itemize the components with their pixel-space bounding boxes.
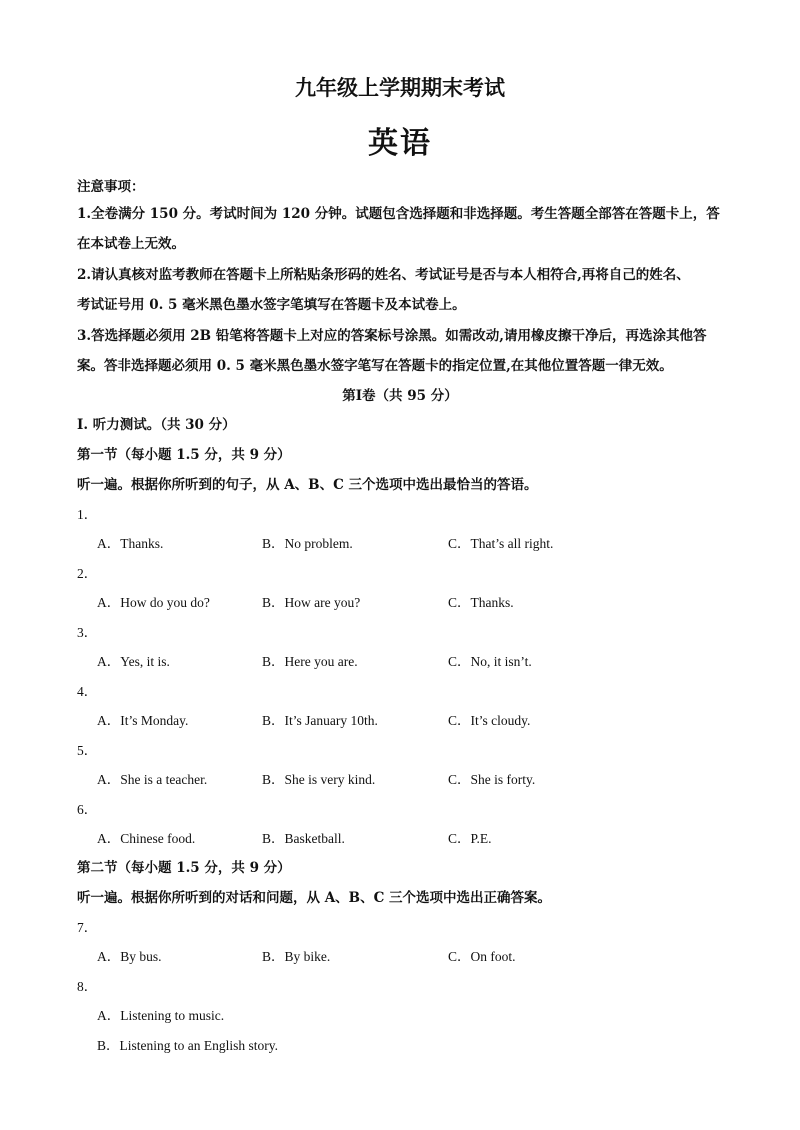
note-line-5: 3.答选择题必须用 2B 铅笔将答题卡上对应的答案标号涂黑。如需改动,请用橡皮擦干净后，再选涂其他答: [77, 328, 707, 344]
option-b: B．Here you are.: [262, 654, 358, 669]
option-c: C．It’s cloudy.: [448, 713, 531, 728]
option-b: B．It’s January 10th.: [262, 713, 378, 728]
question-number: 5．: [77, 743, 98, 758]
note-line-1: 1.全卷满分 150 分。考试时间为 120 分钟。试题包含选择题和非选择题。考生答题全部答在答题卡上，答: [77, 206, 720, 222]
option-c: C．No, it isn’t.: [448, 654, 532, 669]
note-line-3: 2.请认真核对监考教师在答题卡上所粘贴条形码的姓名、考试证号是否与本人相符合,再将自己的姓名、: [77, 267, 690, 283]
option-c: C．She is forty.: [448, 772, 536, 787]
section1-instructions: 听一遍。根据你所听到的句子，从 A、B、C 三个选项中选出最恰当的答语。: [77, 477, 538, 493]
option-c: C．That’s all right.: [448, 536, 554, 551]
option-b: B．Basketball.: [262, 831, 345, 846]
note-line-2: 在本试卷上无效。: [77, 236, 185, 252]
option-c: C．On foot.: [448, 949, 516, 964]
notes-heading: 注意事项：: [77, 179, 145, 195]
option-b: B．She is very kind.: [262, 772, 376, 787]
option-c: C．P.E.: [448, 831, 492, 846]
option-a: A．She is a teacher.: [97, 772, 208, 787]
section-heading: I. 听力测试。（共 30 分）: [77, 417, 236, 433]
option-a: A．Yes, it is.: [97, 654, 170, 669]
subject-title: 英语: [368, 126, 432, 161]
option-b: B．Listening to an English story.: [97, 1038, 278, 1053]
question-number: 2．: [77, 566, 98, 581]
note-line-4: 考试证号用 0. 5 毫米黑色墨水签字笔填写在答题卡及本试卷上。: [77, 297, 466, 313]
section2-title: 第二节（每小题 1.5 分，共 9 分）: [77, 860, 291, 876]
option-a: A．How do you do?: [97, 595, 210, 610]
exam-title: 九年级上学期期末考试: [295, 76, 505, 100]
option-a: A．It’s Monday.: [97, 713, 189, 728]
note-line-6: 案。答非选择题必须用 0. 5 毫米黑色墨水签字笔写在答题卡的指定位置,在其他位置答题一律无效。: [77, 358, 673, 374]
question-number: 7．: [77, 920, 98, 935]
section1-title: 第一节（每小题 1.5 分，共 9 分）: [77, 447, 291, 463]
option-c: C．Thanks.: [448, 595, 514, 610]
question-number: 3．: [77, 625, 98, 640]
question-number: 6．: [77, 802, 98, 817]
option-b: B．How are you?: [262, 595, 361, 610]
part-title: 第Ⅰ卷（共 95 分）: [342, 388, 458, 404]
option-a: A．By bus.: [97, 949, 162, 964]
option-a: A．Chinese food.: [97, 831, 196, 846]
question-number: 1．: [77, 507, 98, 522]
option-b: B．By bike.: [262, 949, 331, 964]
question-number: 8．: [77, 979, 98, 994]
option-a: A．Thanks.: [97, 536, 164, 551]
question-number: 4．: [77, 684, 98, 699]
section2-instructions: 听一遍。根据你所听到的对话和问题，从 A、B、C 三个选项中选出正确答案。: [77, 890, 552, 906]
option-b: B．No problem.: [262, 536, 353, 551]
option-a: A．Listening to music.: [97, 1008, 225, 1023]
